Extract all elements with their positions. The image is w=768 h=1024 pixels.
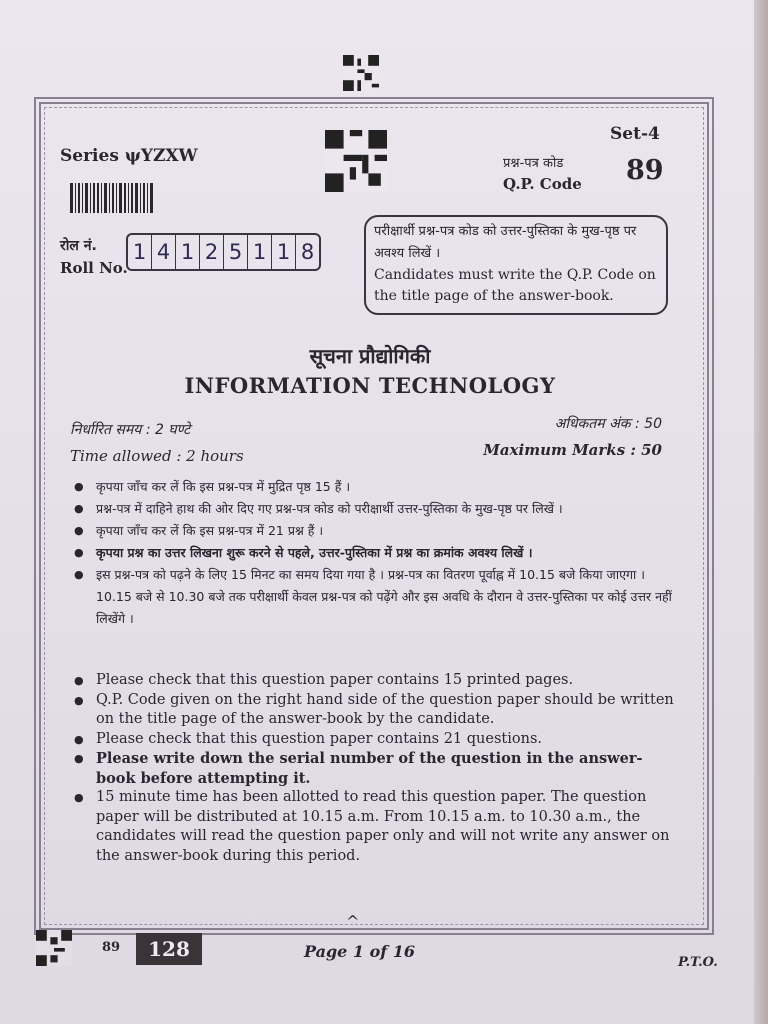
maximum-marks-hindi: अधिकतम अंक : 50 [554,416,662,432]
roll-label-hindi: रोल नं. [60,238,97,254]
qr-code-icon [325,130,387,192]
time-allowed-hindi: निर्धारित समय : 2 घण्टे [70,422,191,438]
instruction-item: ● कृपया जाँच कर लें कि इस प्रश्न-पत्र में 21 प्रश्न हैं । [70,520,682,542]
instruction-item: ● Q.P. Code given on the right hand side of the question paper should be written on the title page of the answer-book by the candidate. [70,691,682,730]
page-edge-shadow [754,0,768,1024]
footer-code: 89 [102,940,121,955]
qp-code-label-hindi: प्रश्न-पत्र कोड [503,156,564,171]
roll-digit: 1 [272,235,296,269]
barcode-icon [70,183,160,213]
caret-mark: ^ [346,912,360,931]
roll-number-boxes [126,233,321,271]
subject-title-hindi: सूचना प्रौद्योगिकी [309,344,431,368]
qr-code-icon [343,55,379,91]
series-label: Series ψYZXW [60,146,198,166]
roll-digit: 2 [200,235,224,269]
candidate-notice-box [364,215,668,315]
notice-english: Candidates must write the Q.P. Code on the title page of the answer-book. [374,267,656,304]
roll-digit: 1 [176,235,200,269]
instruction-item: ● कृपया प्रश्न का उत्तर लिखना शुरू करने से पहले, उत्तर-पुस्तिका में प्रश्न का क्रमांक अवश्य लिखें । [70,542,682,564]
notice-hindi: परीक्षार्थी प्रश्न-पत्र कोड को उत्तर-पुस्तिका के मुख-पृष्ठ पर अवश्य लिखें । [374,224,637,261]
subject-title: INFORMATION TECHNOLOGY [184,373,556,398]
instruction-item: ● इस प्रश्न-पत्र को पढ़ने के लिए 15 मिनट का समय दिया गया है । प्रश्न-पत्र का वितरण पूर्वाह्न में 10.15 बजे किया जाएगा । 10.15 बजे से 10.30 बजे तक परीक्षार्थी केवल प्रश्न-पत्र को पढ़ेंगे और इस अवधि के दौरान वे उत्तर-पुस्तिका पर कोई उत्तर नहीं लिखेंगे । [70,564,682,630]
roll-digit: 1 [128,235,152,269]
instructions-english [70,671,682,866]
instruction-item: ● कृपया जाँच कर लें कि इस प्रश्न-पत्र में मुद्रित पृष्ठ 15 हैं । [70,476,682,498]
instruction-item: ● Please write down the serial number of the question in the answer-book before attempting it. [70,749,682,788]
instructions-hindi [70,476,682,630]
qp-code-value: 89 [626,155,664,186]
instruction-item: ● 15 minute time has been allotted to read this question paper. The question paper will be distributed at 10.15 a.m. From 10.15 a.m. to 10.30 a.m., the candidates will read the question paper only and will not write any answer on the answer-book during this period. [70,788,682,866]
qr-code-icon [36,930,72,966]
time-allowed: Time allowed : 2 hours [70,447,244,465]
roll-label: Roll No. [60,259,128,277]
maximum-marks: Maximum Marks : 50 [483,441,662,459]
qp-code-label: Q.P. Code [503,175,582,193]
roll-digit: 8 [300,240,315,264]
footer-code-box: 128 [136,933,202,965]
page-number: Page 1 of 16 [304,942,415,961]
roll-digit: 5 [224,235,248,269]
instruction-item: ● Please check that this question paper contains 21 questions. [70,730,682,750]
set-label: Set-4 [610,124,660,144]
roll-digit: 1 [248,235,272,269]
pto-label: P.T.O. [678,955,718,970]
roll-digit: 4 [152,235,176,269]
instruction-item: ● प्रश्न-पत्र में दाहिने हाथ की ओर दिए गए प्रश्न-पत्र कोड को परीक्षार्थी उत्तर-पुस्तिका के मुख-पृष्ठ पर लिखें । [70,498,682,520]
instruction-item: ● Please check that this question paper contains 15 printed pages. [70,671,682,691]
